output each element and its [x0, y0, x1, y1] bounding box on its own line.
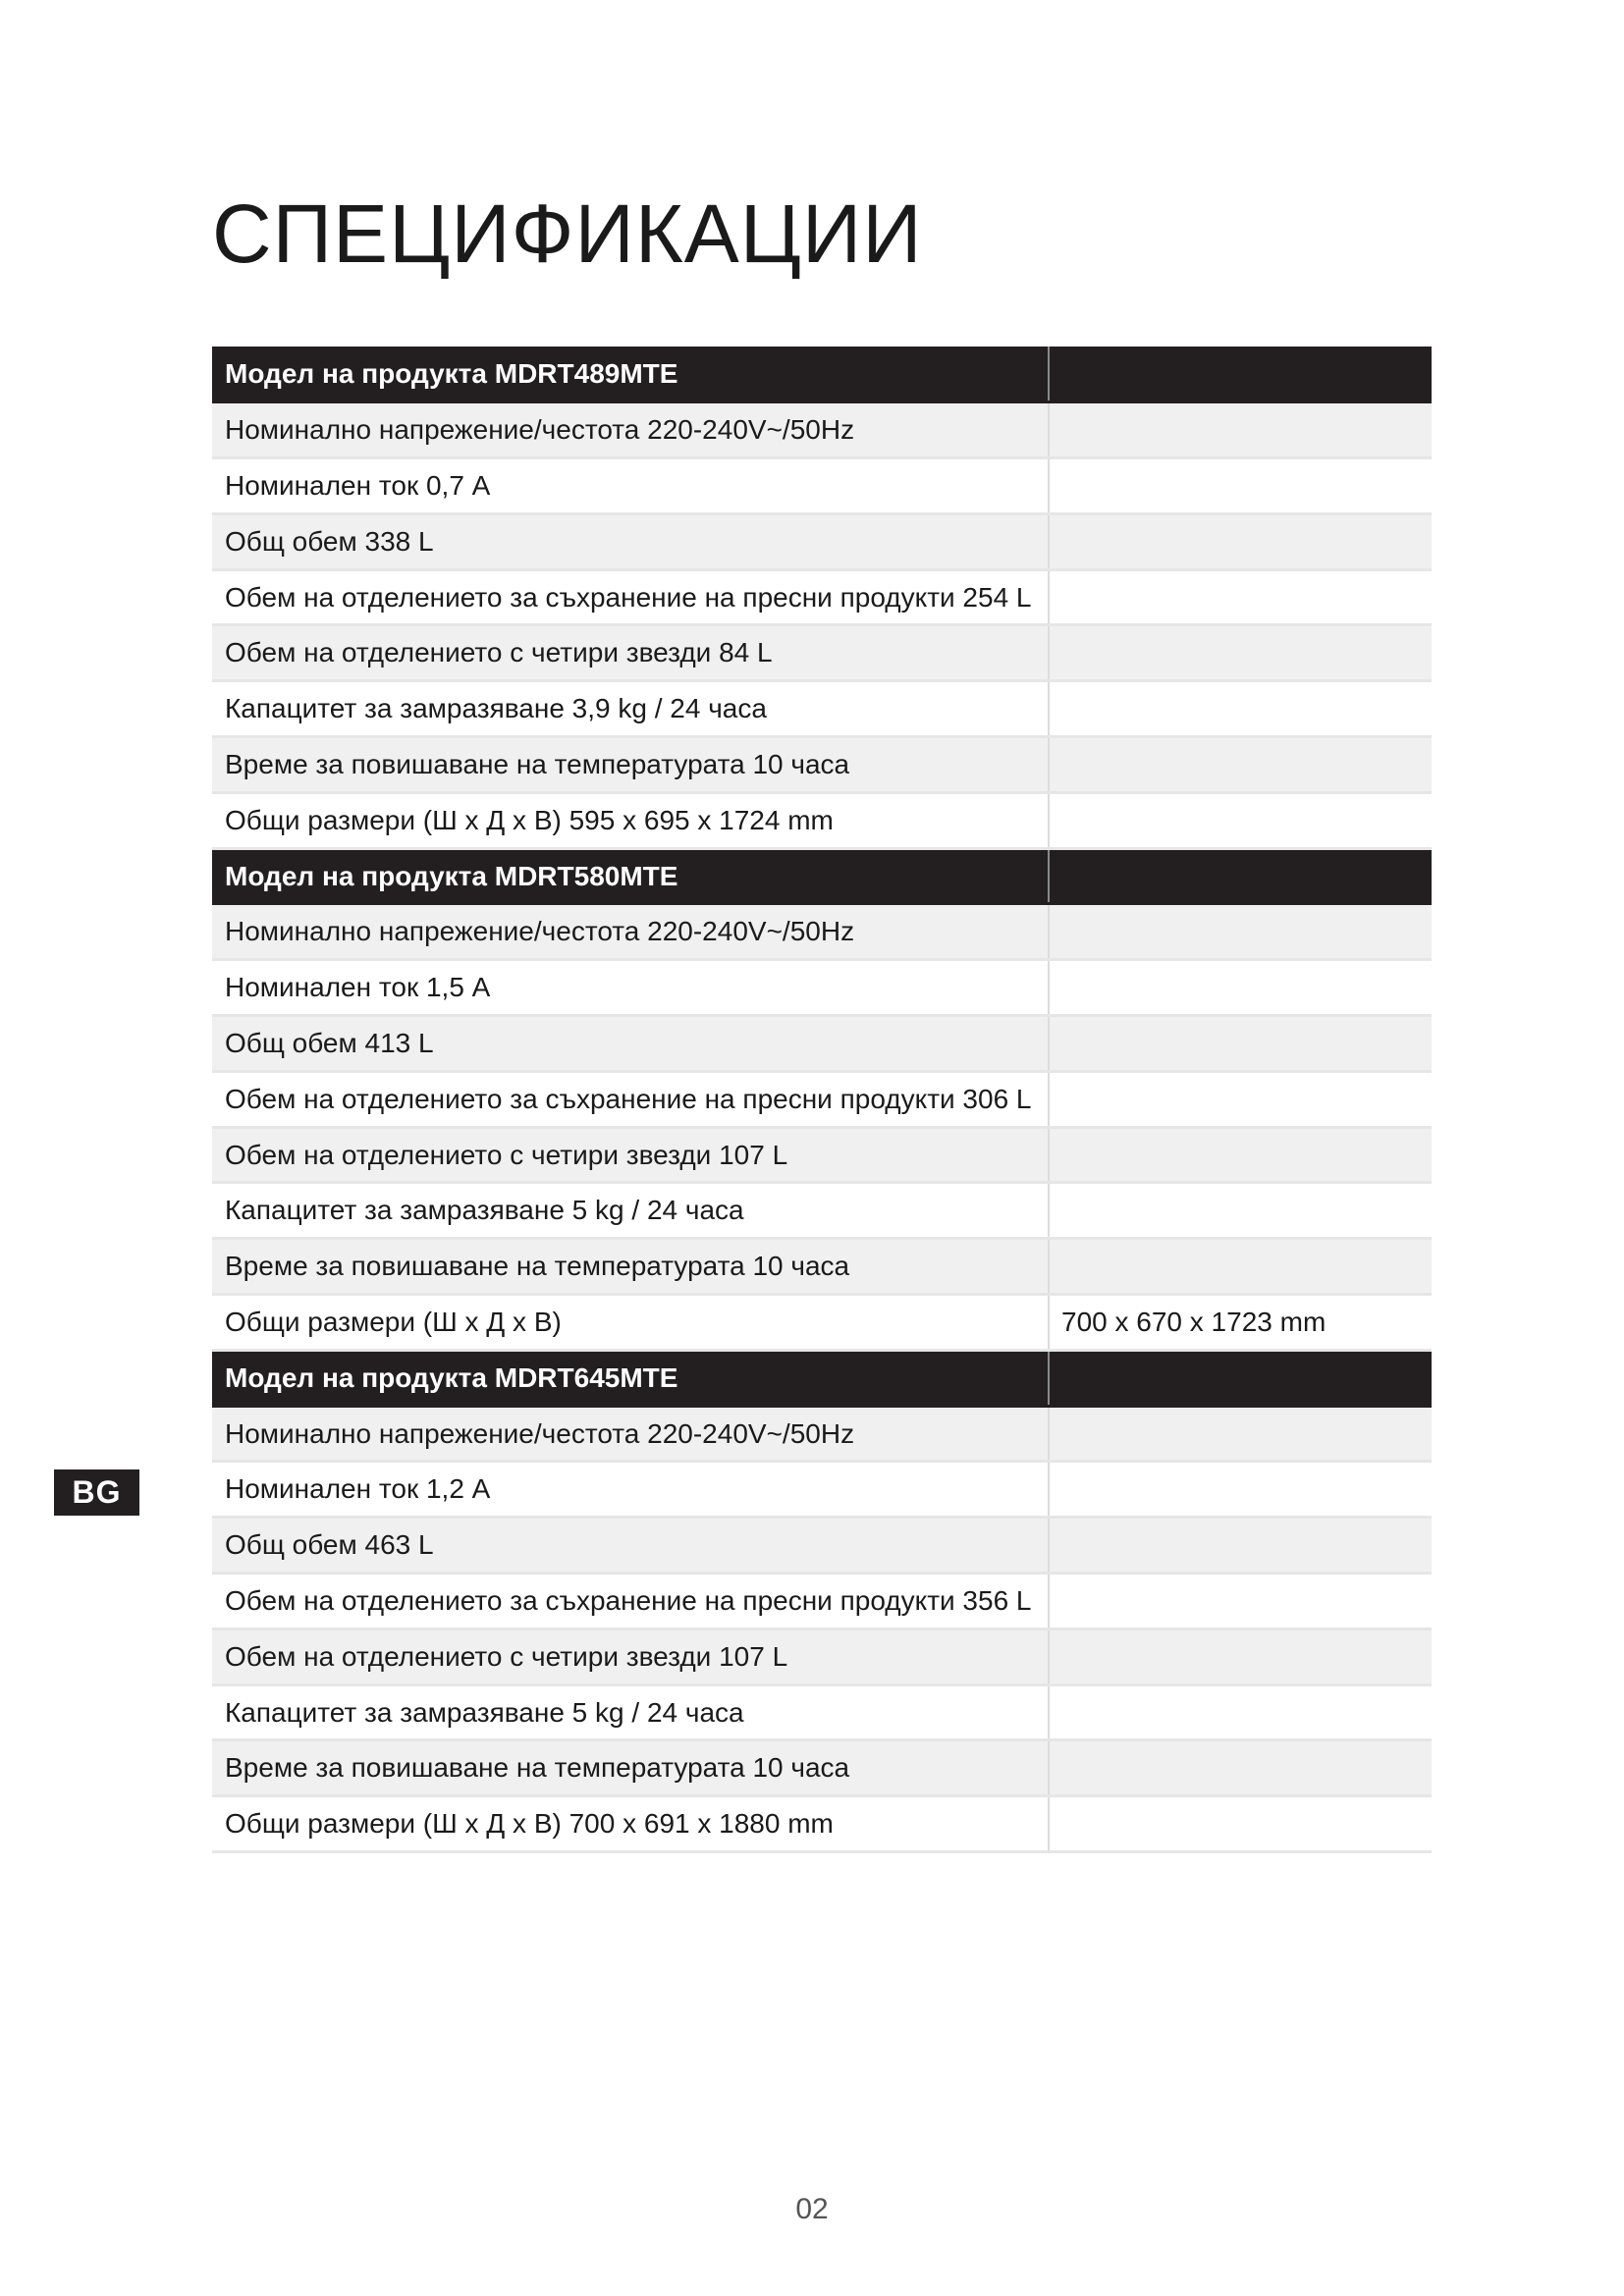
spec-value — [1049, 792, 1432, 848]
spec-row — [212, 1406, 1432, 1462]
spec-label: Общи размери (Ш x Д x В) — [212, 1295, 1049, 1351]
spec-value — [1049, 1016, 1432, 1072]
spec-row — [212, 1684, 1432, 1740]
spec-label: Номинален ток 1,2 A — [212, 1462, 1049, 1518]
spec-label: Обем на отделението за съхранение на пресни продукти 306 L — [212, 1071, 1049, 1127]
spec-value — [1049, 1183, 1432, 1239]
spec-value — [1049, 513, 1432, 569]
model-header-value — [1049, 1350, 1432, 1406]
spec-label: Общ обем 463 L — [212, 1518, 1049, 1574]
spec-row — [212, 737, 1432, 793]
spec-label: Номинален ток 1,5 A — [212, 960, 1049, 1016]
spec-value — [1049, 1239, 1432, 1295]
spec-value — [1049, 625, 1432, 681]
spec-row — [212, 1127, 1432, 1183]
spec-row — [212, 1796, 1432, 1852]
model-header-row — [212, 1350, 1432, 1406]
spec-label: Общи размери (Ш x Д x В) 595 x 695 x 1724 mm — [212, 792, 1049, 848]
spec-row — [212, 1239, 1432, 1295]
spec-value — [1049, 737, 1432, 793]
spec-row — [212, 1183, 1432, 1239]
page-number: 02 — [795, 2193, 829, 2225]
spec-label: Обем на отделението с четири звезди 107 L — [212, 1629, 1049, 1684]
model-header-value — [1049, 848, 1432, 904]
spec-value — [1049, 1406, 1432, 1462]
spec-label: Време за повишаване на температурата 10 часа — [212, 1740, 1049, 1796]
spec-value — [1049, 458, 1432, 514]
spec-label: Номинално напрежение/честота 220-240V~/50Hz — [212, 1406, 1049, 1462]
spec-label: Общ обем 338 L — [212, 513, 1049, 569]
spec-row — [212, 625, 1432, 681]
model-header-value — [1049, 347, 1432, 402]
model-header-row — [212, 848, 1432, 904]
spec-row — [212, 569, 1432, 625]
spec-value — [1049, 960, 1432, 1016]
spec-value — [1049, 1629, 1432, 1684]
spec-row — [212, 458, 1432, 514]
spec-label: Време за повишаване на температурата 10 часа — [212, 737, 1049, 793]
spec-label: Обем на отделението за съхранение на пресни продукти 254 L — [212, 569, 1049, 625]
spec-row — [212, 1518, 1432, 1574]
spec-row — [212, 792, 1432, 848]
spec-value — [1049, 1518, 1432, 1574]
spec-value: 700 x 670 x 1723 mm — [1049, 1295, 1432, 1351]
spec-value — [1049, 1684, 1432, 1740]
spec-row — [212, 1740, 1432, 1796]
spec-value — [1049, 681, 1432, 737]
spec-row — [212, 513, 1432, 569]
spec-row — [212, 904, 1432, 960]
spec-value — [1049, 1796, 1432, 1852]
spec-label: Общи размери (Ш x Д x В) 700 x 691 x 1880 mm — [212, 1796, 1049, 1852]
spec-label: Обем на отделението за съхранение на пресни продукти 356 L — [212, 1574, 1049, 1629]
spec-label: Капацитет за замразяване 3,9 kg / 24 часа — [212, 681, 1049, 737]
model-header-label: Модел на продукта MDRT645MTE — [212, 1350, 1049, 1406]
spec-row — [212, 1574, 1432, 1629]
specifications-table — [212, 347, 1432, 1853]
spec-value — [1049, 1740, 1432, 1796]
spec-row — [212, 960, 1432, 1016]
spec-value — [1049, 1071, 1432, 1127]
spec-value — [1049, 569, 1432, 625]
page-title: СПЕЦИФИКАЦИИ — [212, 187, 923, 280]
spec-label: Номинално напрежение/честота 220-240V~/50Hz — [212, 402, 1049, 458]
spec-label: Общ обем 413 L — [212, 1016, 1049, 1072]
spec-label: Обем на отделението с четири звезди 107 L — [212, 1127, 1049, 1183]
spec-label: Номинален ток 0,7 A — [212, 458, 1049, 514]
spec-label: Капацитет за замразяване 5 kg / 24 часа — [212, 1183, 1049, 1239]
spec-value — [1049, 1574, 1432, 1629]
spec-value — [1049, 904, 1432, 960]
model-header-row — [212, 347, 1432, 402]
spec-value — [1049, 1462, 1432, 1518]
spec-row — [212, 1462, 1432, 1518]
spec-label: Капацитет за замразяване 5 kg / 24 часа — [212, 1684, 1049, 1740]
spec-label: Номинално напрежение/честота 220-240V~/50Hz — [212, 904, 1049, 960]
spec-row — [212, 1016, 1432, 1072]
spec-row — [212, 402, 1432, 458]
language-badge: BG — [54, 1469, 139, 1516]
spec-row — [212, 1071, 1432, 1127]
spec-row — [212, 681, 1432, 737]
spec-row — [212, 1629, 1432, 1684]
spec-value — [1049, 1127, 1432, 1183]
spec-row — [212, 1295, 1432, 1351]
model-header-label: Модел на продукта MDRT489MTE — [212, 347, 1049, 402]
model-header-label: Модел на продукта MDRT580MTE — [212, 848, 1049, 904]
spec-label: Обем на отделението с четири звезди 84 L — [212, 625, 1049, 681]
spec-value — [1049, 402, 1432, 458]
spec-label: Време за повишаване на температурата 10 часа — [212, 1239, 1049, 1295]
